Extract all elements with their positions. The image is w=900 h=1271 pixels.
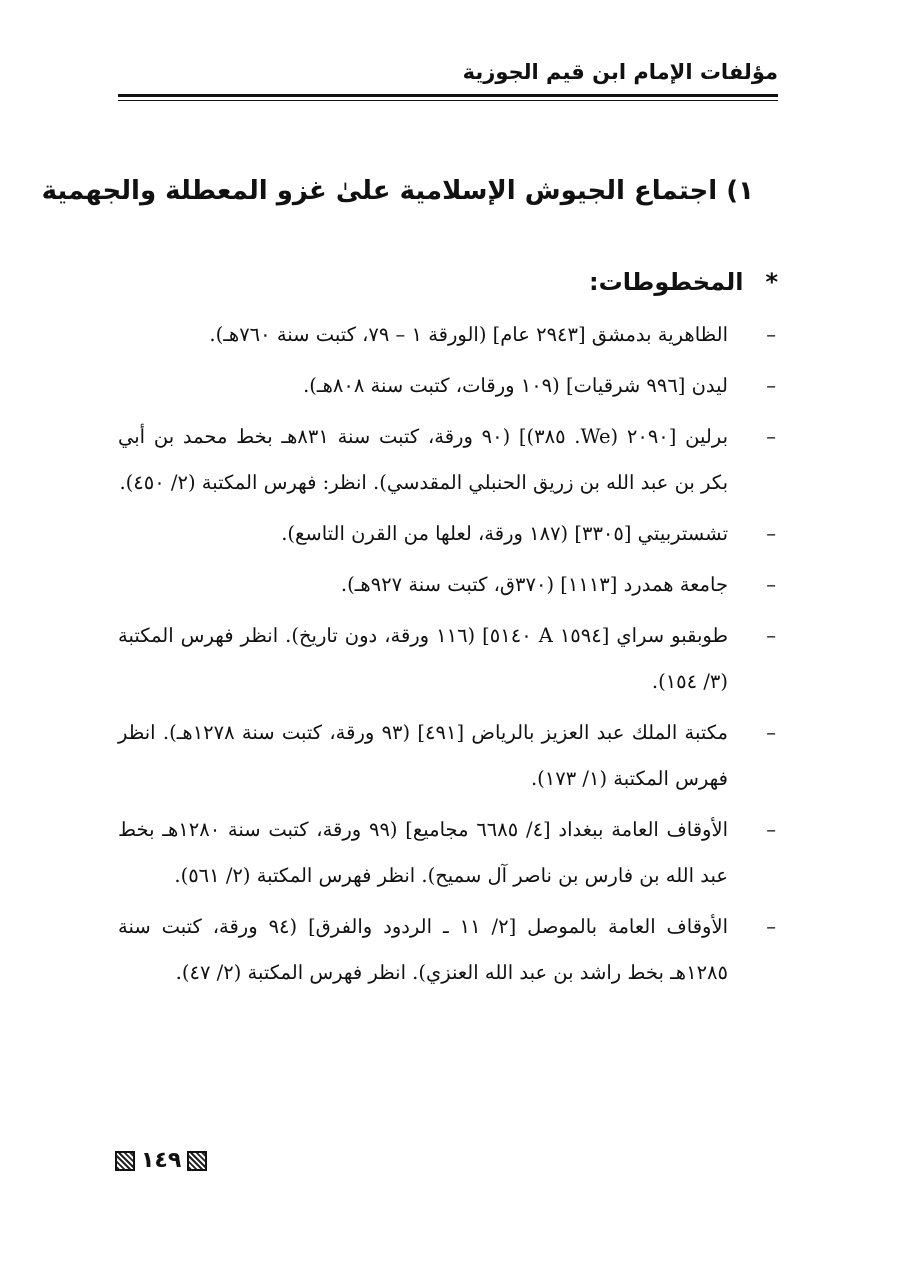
entry-text: جامعة همدرد [١١١٣] (٣٧٠ق، كتبت سنة ٩٢٧هـ). bbox=[340, 573, 728, 596]
header-rule-thick bbox=[118, 94, 778, 97]
ornament-icon bbox=[115, 1151, 135, 1171]
list-item bbox=[118, 562, 778, 608]
dash-marker: – bbox=[766, 818, 776, 841]
page-number: ١٤٩ bbox=[141, 1148, 182, 1173]
entry-text: ليدن [٩٩٦ شرقيات] (١٠٩ ورقات، كتبت سنة ٨٠٨هـ). bbox=[303, 374, 728, 397]
dash-marker: – bbox=[766, 915, 776, 938]
dash-marker: – bbox=[766, 522, 776, 545]
manuscripts-list bbox=[118, 312, 778, 1001]
header-rule-thin bbox=[118, 100, 778, 101]
entry-text: مكتبة الملك عبد العزيز بالرياض [٤٩١] (٩٣ ورقة، كتبت سنة ١٢٧٨هـ). انظر فهرس المكتبة (١/ ١٧٣). bbox=[118, 721, 728, 790]
dash-marker: – bbox=[766, 323, 776, 346]
list-item bbox=[118, 613, 778, 705]
section-heading bbox=[589, 268, 778, 296]
dash-marker: – bbox=[766, 721, 776, 744]
running-header: مؤلفات الإمام ابن قيم الجوزية bbox=[462, 60, 778, 84]
entry-text: طوبقبو سراي [١٥٩٤ A ٥١٤٠] (١١٦ ورقة، دون تاريخ). انظر فهرس المكتبة (٣/ ١٥٤). bbox=[118, 624, 728, 693]
entry-text: الأوقاف العامة بالموصل [٢/ ١١ ـ الردود والفرق] (٩٤ ورقة، كتبت سنة ١٢٨٥هـ بخط راشد بن عبد الله العنزي). انظر فهرس المكتبة (٢/ ٤٧). bbox=[118, 915, 728, 984]
entry-text: برلين [٢٠٩٠ (We. ٣٨٥)] (٩٠ ورقة، كتبت سنة ٨٣١هـ بخط محمد بن أبي بكر بن عبد الله بن زريق الحنبلي المقدسي). انظر: فهرس المكتبة (٢/ ٤٥٠). bbox=[118, 425, 728, 494]
list-item bbox=[118, 904, 778, 996]
list-item bbox=[118, 363, 778, 409]
dash-marker: – bbox=[766, 425, 776, 448]
entry-text: الظاهرية بدمشق [٢٩٤٣ عام] (الورقة ١ – ٧٩، كتبت سنة ٧٦٠هـ). bbox=[209, 323, 728, 346]
page-footer bbox=[115, 1148, 207, 1173]
list-item bbox=[118, 807, 778, 899]
entry-text: الأوقاف العامة ببغداد [٤/ ٦٦٨٥ مجاميع] (٩٩ ورقة، كتبت سنة ١٢٨٠هـ بخط عبد الله بن فارس بن ناصر آل سميح). انظر فهرس المكتبة (٢/ ٥٦١). bbox=[118, 818, 728, 887]
dash-marker: – bbox=[766, 374, 776, 397]
list-item bbox=[118, 511, 778, 557]
ornament-icon bbox=[187, 1151, 207, 1171]
chapter-title: ١) اجتماع الجيوش الإسلامية علىٰ غزو المعطلة والجهمية bbox=[41, 176, 754, 206]
list-item bbox=[118, 414, 778, 506]
dash-marker: – bbox=[766, 624, 776, 647]
asterisk-marker: * bbox=[765, 268, 778, 296]
dash-marker: – bbox=[766, 573, 776, 596]
entry-text: تشستربيتي [٣٣٠٥] (١٨٧ ورقة، لعلها من القرن التاسع). bbox=[281, 522, 728, 545]
list-item bbox=[118, 710, 778, 802]
section-heading-label: المخطوطات: bbox=[589, 268, 744, 296]
list-item bbox=[118, 312, 778, 358]
